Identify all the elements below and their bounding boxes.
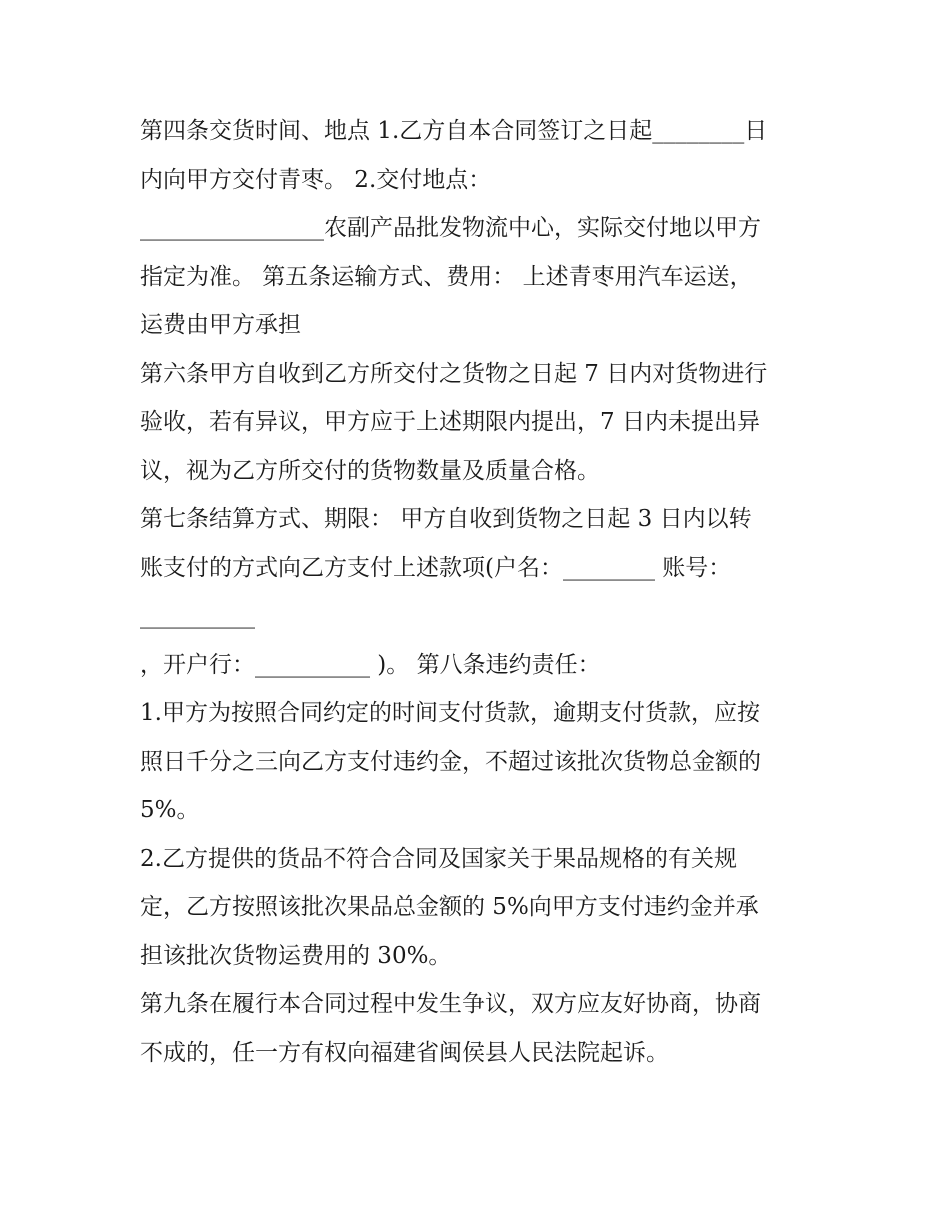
text-line: 担该批次货物运费用的 30%。 (140, 942, 452, 969)
text-line: 照日千分之三向乙方支付违约金，不超过该批次货物总金额的 (140, 748, 761, 775)
text-line: 议，视为乙方所交付的货物数量及质量合格。 (140, 457, 600, 484)
text-line: 不成的，任一方有权向福建省闽侯县人民法院起诉。 (140, 1039, 669, 1066)
text-line: 2.乙方提供的货品不符合合同及国家关于果品规格的有关规 (140, 845, 737, 872)
document-body (140, 107, 820, 1077)
text-line: 1.甲方为按照合同约定的时间支付货款，逾期支付货款，应按 (140, 700, 760, 726)
text-line: ________________农副产品批发物流中心，实际交付地以甲方 (140, 215, 761, 241)
text-line: 验收，若有异议，甲方应于上述期限内提出，7 日内未提出异 (140, 409, 760, 435)
text-line: 第六条甲方自收到乙方所交付之货物之日起 7 日内对货物进行 (140, 360, 768, 387)
text-line: 5%。 (140, 797, 200, 823)
text-line: 运费由甲方承担 (140, 312, 301, 338)
text-line: 定，乙方按照该批次果品总金额的 5%向甲方支付违约金并承 (140, 894, 759, 920)
text-line: 第四条交货时间、地点 1.乙方自本合同签订之日起________日 (140, 118, 768, 144)
text-line: 第七条结算方式、期限： 甲方自收到货物之日起 3 日内以转 (140, 506, 752, 532)
text-line: __________ (140, 603, 255, 629)
text-line: ，开户行：__________ )。 第八条违约责任： (140, 651, 601, 678)
text-line: 指定为准。 第五条运输方式、费用： 上述青枣用汽车运送， (140, 263, 753, 290)
text-line: 账支付的方式向乙方支付上述款项(户名：________ 账号： (140, 554, 732, 581)
text-line: 第九条在履行本合同过程中发生争议，双方应友好协商，协商 (140, 991, 761, 1017)
text-line: 内向甲方交付青枣。 2.交付地点： (140, 166, 492, 193)
